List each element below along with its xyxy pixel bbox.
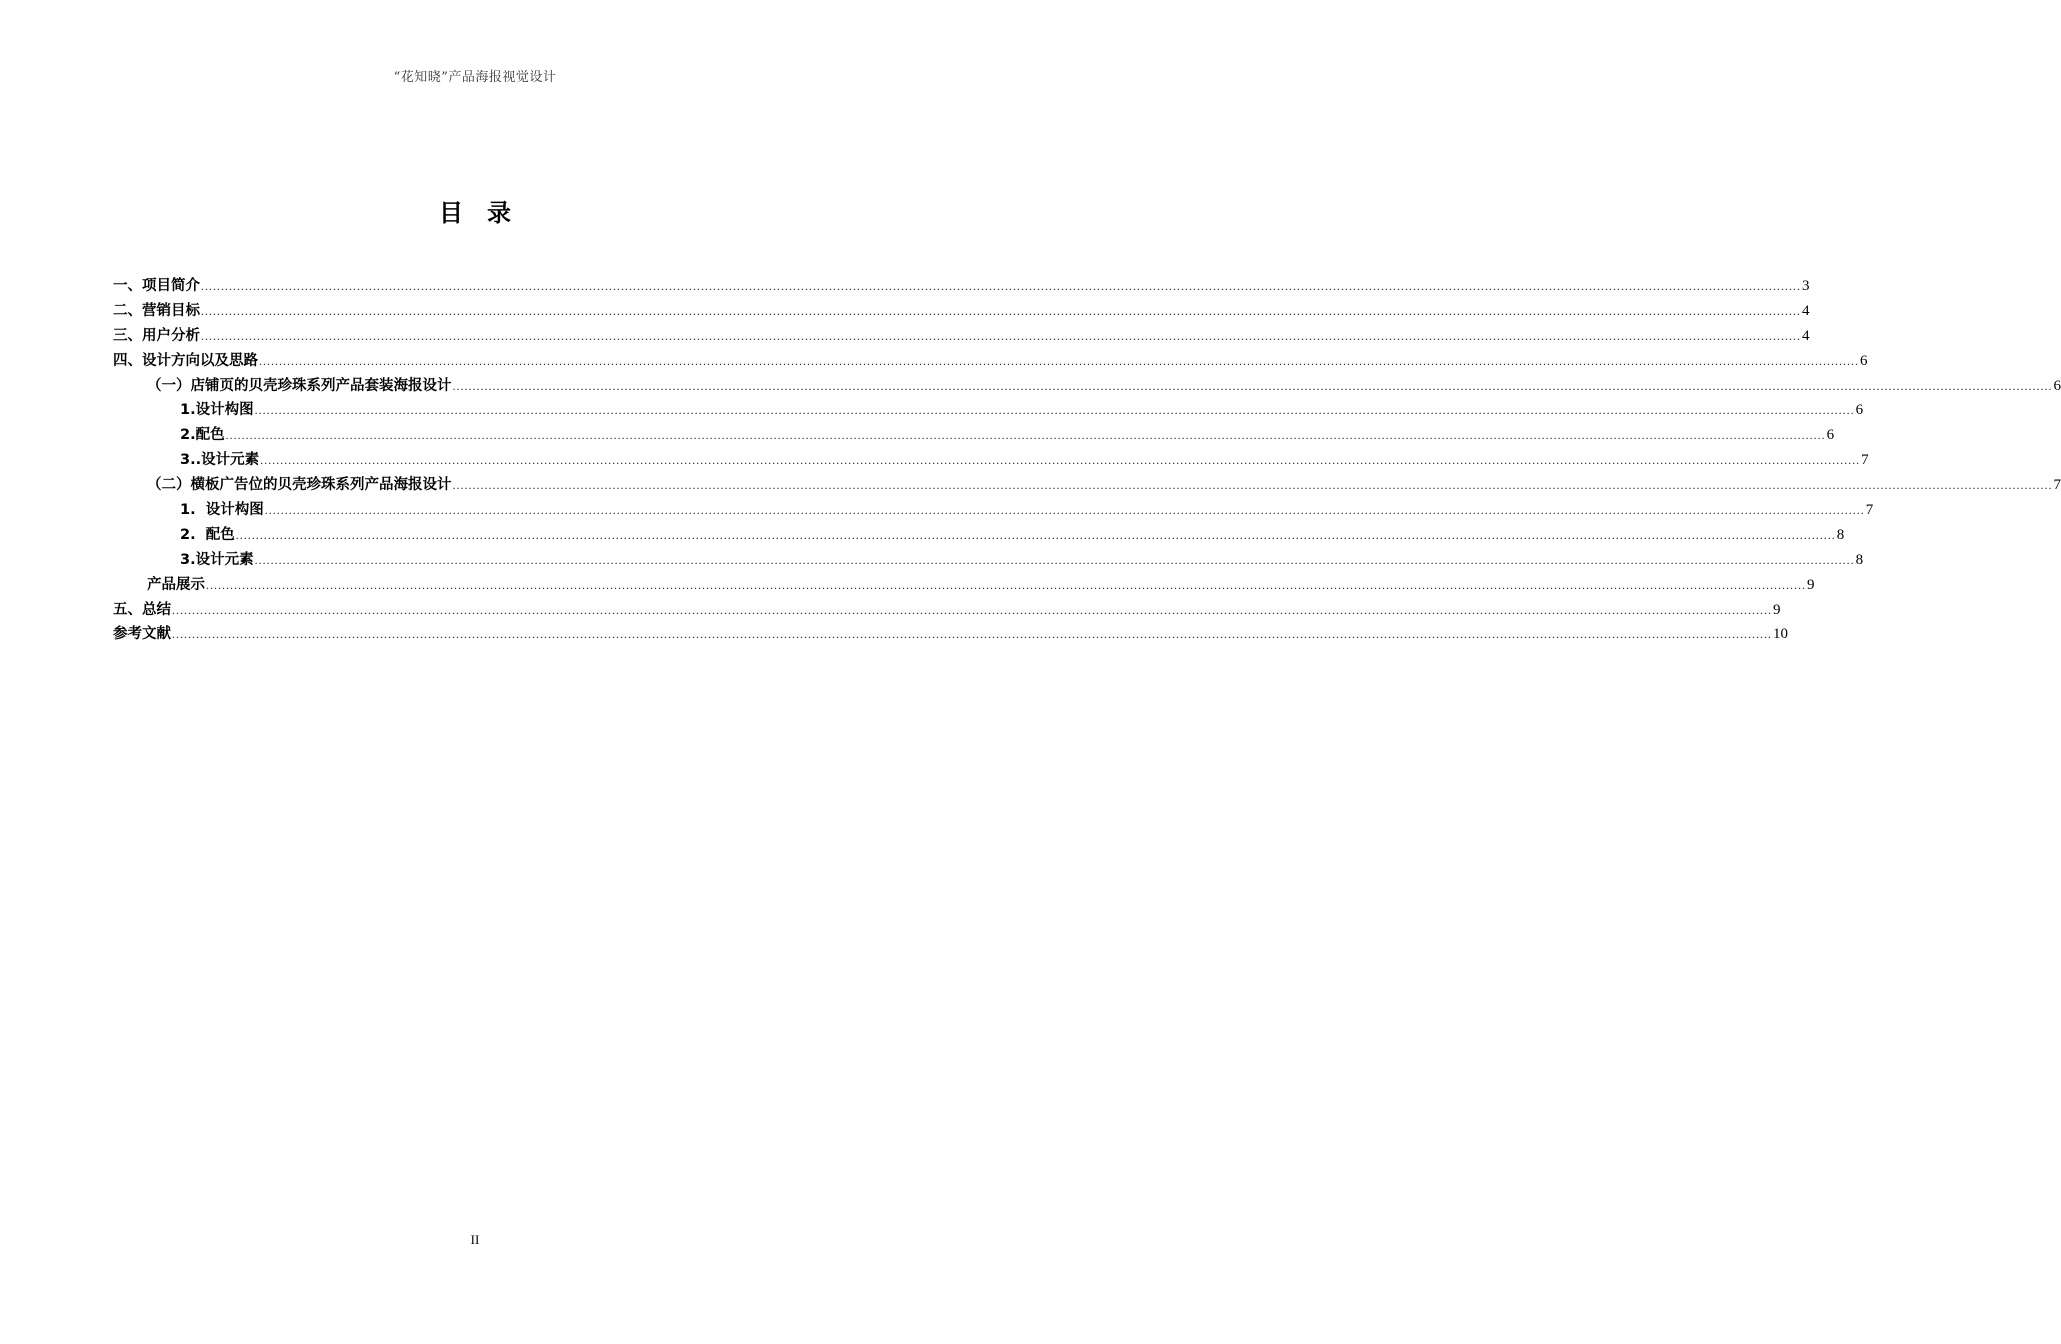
- toc-entry-page: 6: [1860, 352, 1868, 369]
- toc-leader-dots: ................................................................................................................................................................................................................................................................................................................................................................................................................: [452, 378, 2053, 393]
- toc-entry-label: 二、营销目标: [113, 302, 200, 319]
- toc-entry[interactable]: [113, 324, 1810, 349]
- toc-leader-dots: ................................................................................................................................................................................................................................................................................................................................................................................................................: [201, 303, 1801, 318]
- toc-entry-page: 8: [1836, 526, 1845, 543]
- toc-leader-dots: ................................................................................................................................................................................................................................................................................................................................................................................................................: [206, 577, 1806, 592]
- toc-entry[interactable]: [113, 374, 2061, 399]
- toc-entry-label: 1.设计构图: [180, 402, 254, 419]
- toc-entry-label: 四、设计方向以及思路: [113, 352, 258, 369]
- toc-entry[interactable]: [113, 448, 1869, 473]
- toc-leader-dots: ................................................................................................................................................................................................................................................................................................................................................................................................................: [254, 552, 1855, 567]
- toc-entry[interactable]: [113, 299, 1810, 324]
- toc-entry-label: 3..设计元素: [180, 452, 260, 469]
- toc-entry-label: 五、总结: [113, 601, 171, 618]
- toc-entry-label: （二）横板广告位的贝壳珍珠系列产品海报设计: [147, 477, 452, 494]
- toc-entry-page: 4: [1802, 327, 1810, 344]
- toc-title: [0, 193, 950, 228]
- toc-leader-dots: ................................................................................................................................................................................................................................................................................................................................................................................................................: [452, 478, 2053, 493]
- toc-leader-dots: ................................................................................................................................................................................................................................................................................................................................................................................................................: [264, 503, 1865, 518]
- toc-entry-page: 6: [2053, 377, 2061, 394]
- toc-title-char: 录: [487, 198, 511, 227]
- toc-entry-page: 6: [1826, 427, 1835, 444]
- toc-leader-dots: ................................................................................................................................................................................................................................................................................................................................................................................................................: [254, 403, 1855, 418]
- toc-entry-label: 参考文献: [113, 626, 171, 643]
- toc-entry-label: 2.配色: [180, 427, 225, 444]
- running-header: “花知晓”产品海报视觉设计: [393, 70, 557, 85]
- toc-entry-label: （一）店铺页的贝壳珍珠系列产品套装海报设计: [147, 377, 452, 394]
- toc-entry-page: 3: [1802, 278, 1810, 294]
- toc-entry[interactable]: [113, 398, 1864, 423]
- toc-leader-dots: ................................................................................................................................................................................................................................................................................................................................................................................................................: [259, 353, 1859, 368]
- toc-entry-page: 6: [1855, 402, 1864, 419]
- toc-entry[interactable]: [113, 523, 1845, 548]
- toc-leader-dots: ................................................................................................................................................................................................................................................................................................................................................................................................................: [235, 527, 1836, 542]
- toc-leader-dots: ................................................................................................................................................................................................................................................................................................................................................................................................................: [172, 627, 1772, 642]
- toc-entry-label: 一、项目简介: [113, 278, 200, 294]
- toc-entry-label: 产品展示: [147, 576, 205, 593]
- toc-entry-label: 2. 配色: [180, 526, 235, 543]
- page-number: II: [470, 1232, 480, 1247]
- toc-entry[interactable]: [113, 622, 1788, 647]
- toc-title-char: 目: [439, 198, 463, 227]
- toc-entry-page: 7: [1861, 452, 1869, 469]
- toc-entry[interactable]: [113, 598, 1781, 623]
- toc-entry-page: 10: [1773, 626, 1788, 643]
- toc-entry-page: 7: [1865, 502, 1874, 519]
- toc-entry[interactable]: [113, 548, 1864, 573]
- toc-entry[interactable]: [113, 498, 1874, 523]
- toc-leader-dots: ................................................................................................................................................................................................................................................................................................................................................................................................................: [172, 602, 1772, 617]
- toc-entry[interactable]: [113, 423, 1835, 448]
- toc-leader-dots: ................................................................................................................................................................................................................................................................................................................................................................................................................: [201, 328, 1801, 343]
- toc-entry-label: 3.设计元素: [180, 551, 254, 568]
- toc-entry[interactable]: [113, 274, 1810, 299]
- toc-entry-page: 9: [1773, 601, 1781, 618]
- toc-entry[interactable]: [113, 349, 1868, 374]
- toc-leader-dots: ................................................................................................................................................................................................................................................................................................................................................................................................................: [225, 428, 1826, 443]
- toc-leader-dots: ................................................................................................................................................................................................................................................................................................................................................................................................................: [201, 279, 1801, 293]
- toc-entry-page: 7: [2053, 477, 2061, 494]
- toc-leader-dots: ................................................................................................................................................................................................................................................................................................................................................................................................................: [260, 453, 1861, 468]
- toc-entry-label: 1. 设计构图: [180, 502, 264, 519]
- toc-entry-page: 8: [1855, 551, 1864, 568]
- toc-entry-page: 9: [1807, 576, 1815, 593]
- table-of-contents: [113, 274, 2061, 647]
- toc-entry[interactable]: [113, 573, 1815, 598]
- toc-entry-label: 三、用户分析: [113, 327, 200, 344]
- toc-entry-page: 4: [1802, 302, 1810, 319]
- toc-entry[interactable]: [113, 473, 2061, 498]
